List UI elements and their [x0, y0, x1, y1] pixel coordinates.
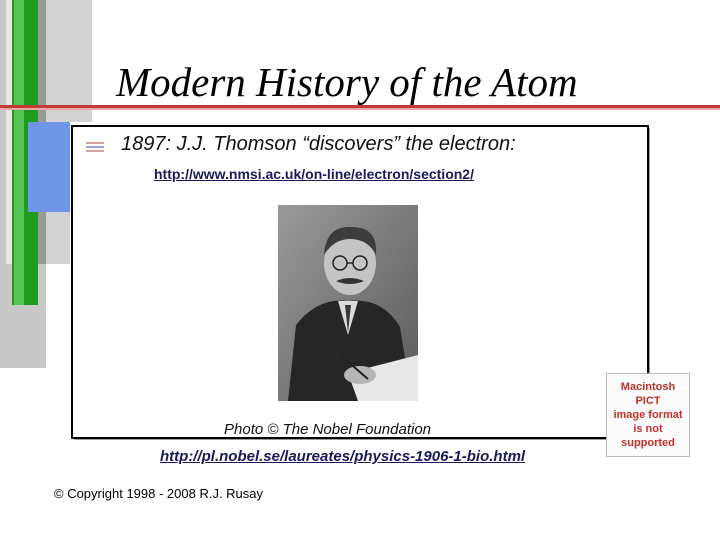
title-rule-shadow	[0, 108, 720, 110]
nobel-bio-link[interactable]: http://pl.nobel.se/laureates/physics-1906-1-bio.html	[160, 448, 526, 465]
side-bar-green-highlight	[14, 0, 24, 305]
electron-history-link[interactable]: http://www.nmsi.ac.uk/on-line/electron/section2/	[154, 166, 474, 182]
bullet-text: 1897: J.J. Thomson “discovers” the electron:	[121, 133, 516, 155]
striped-bullet-icon	[86, 140, 104, 152]
slide-title: Modern History of the Atom	[116, 59, 578, 105]
placeholder-line-2: image format	[613, 409, 683, 421]
photo-caption: Photo © The Nobel Foundation	[224, 421, 432, 438]
unsupported-image-placeholder	[606, 373, 690, 457]
placeholder-line-3: is not supported	[621, 423, 675, 449]
placeholder-line-1: Macintosh PICT	[620, 381, 676, 407]
copyright-notice: © Copyright 1998 - 2008 R.J. Rusay	[54, 486, 264, 501]
side-bar-blue	[28, 122, 70, 212]
thomson-photo	[278, 205, 418, 401]
